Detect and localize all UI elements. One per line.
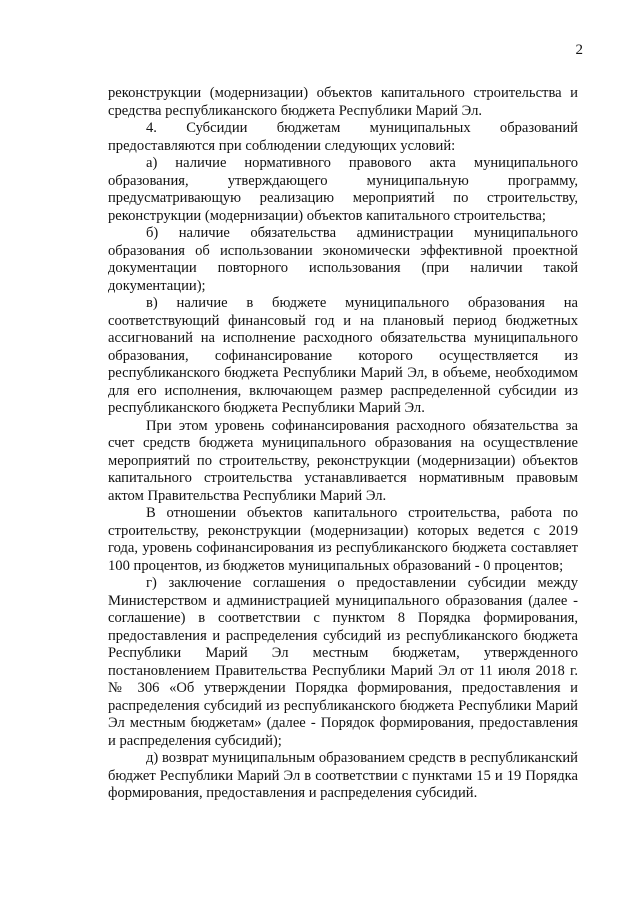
paragraph-7: В отношении объектов капитального строительства, работа по строительству, реконструкции (модернизации) которых ведется с 2019 года, уровень софинансирования из республиканского бюджета составляет 100 процентов, из бюджетов муниципальных образований - 0 процентов; bbox=[108, 505, 578, 574]
paragraph-9: д) возврат муниципальным образованием средств в республиканский бюджет Республики Марий Эл в соответствии с пунктами 15 и 19 Порядка формирования, предоставления и распределения субсидий. bbox=[108, 750, 578, 801]
document-body bbox=[108, 85, 578, 803]
paragraph-6: При этом уровень софинансирования расходного обязательства за счет средств бюджета муниципального образования на осуществление мероприятий по строительству, реконструкции (модернизации) объектов капитального строительства устанавливается нормативным правовым актом Правительства Республики Марий Эл. bbox=[108, 417, 578, 504]
paragraph-2: 4. Субсидии бюджетам муниципальных образований предоставляются при соблюдении следующих условий: bbox=[108, 120, 578, 154]
paragraph-3: а) наличие нормативного правового акта муниципального образования, утверждающего муниципальную программу, предусматривающую реализацию мероприятий по строительству, реконструкции (модернизации) объектов капитального строительства; bbox=[108, 155, 578, 224]
paragraph-4: б) наличие обязательства администрации муниципального образования об использовании экономически эффективной проектной документации повторного использования (при наличии такой документации); bbox=[108, 225, 578, 294]
paragraph-5: в) наличие в бюджете муниципального образования на соответствующий финансовый год и на плановый период бюджетных ассигнований на исполнение расходного обязательства муниципального образования, софинансирование которого осуществляется из республиканского бюджета Республики Марий Эл, в объеме, необходимом для его исполнения, включающем размер распределенной субсидии из республиканского бюджета Республики Марий Эл. bbox=[108, 295, 578, 416]
page-number: 2 bbox=[575, 42, 583, 58]
paragraph-1: реконструкции (модернизации) объектов капитального строительства и средства республиканского бюджета Республики Марий Эл. bbox=[108, 85, 578, 119]
paragraph-8: г) заключение соглашения о предоставлении субсидии между Министерством и администрацией муниципального образования (далее - соглашение) в соответствии с пунктом 8 Порядка формирования, предоставления и распределения субсидий из республиканского бюджета Республики Марий Эл местным бюджетам, утвержденного постановлением Правительства Республики Марий Эл от 11 июля 2018 г. № 306 «Об утверждении Порядка формирования, предоставления и распределения субсидий из республиканского бюджета Республики Марий Эл местным бюджетам» (далее - Порядок формирования, предоставления и распределения субсидий); bbox=[108, 575, 578, 749]
